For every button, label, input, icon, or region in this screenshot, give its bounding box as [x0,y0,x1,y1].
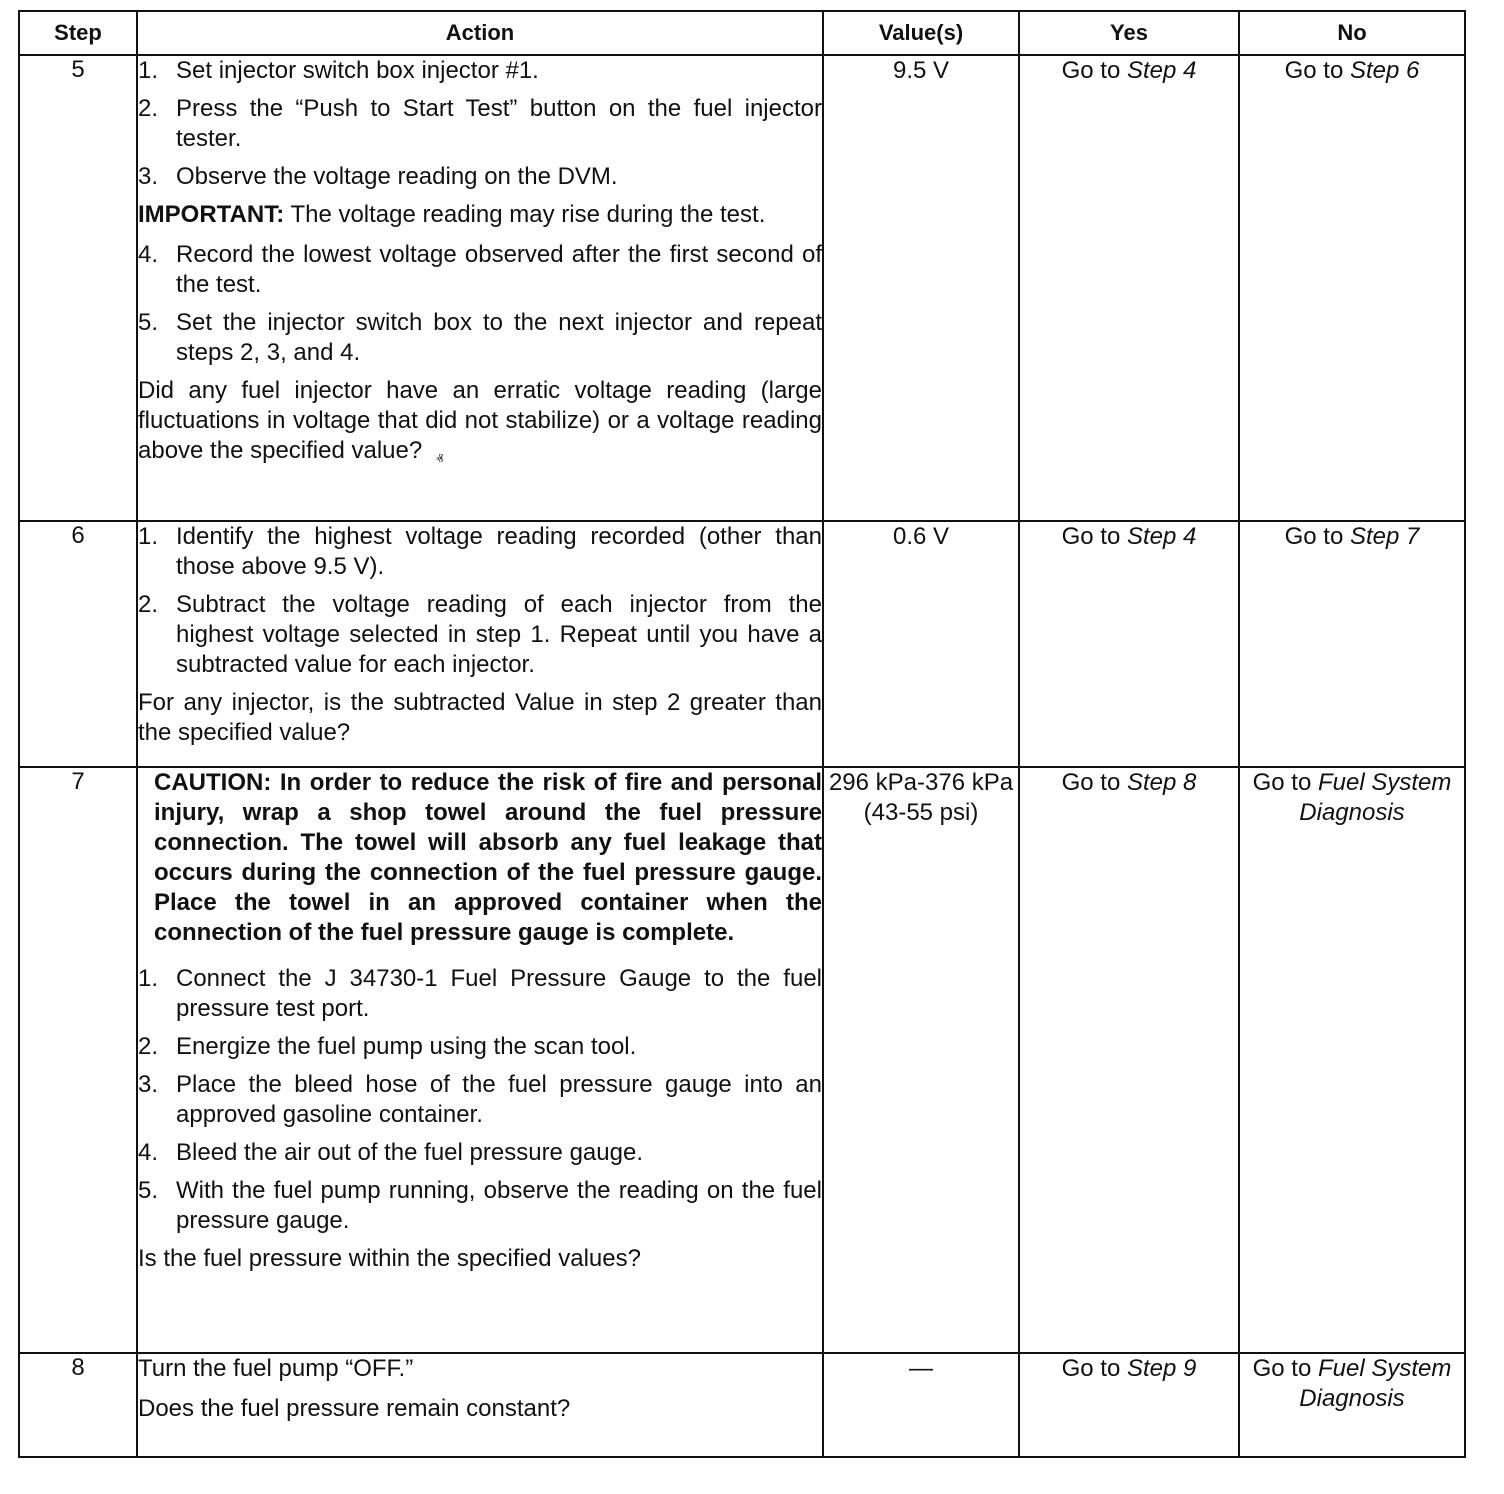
step-number: 8 [19,1353,137,1457]
no-cell: Go to Step 6 [1239,55,1465,521]
header-yes: Yes [1019,11,1239,55]
yes-cell: Go to Step 4 [1019,55,1239,521]
list-item: 2. Energize the fuel pump using the scan tool. [138,1033,637,1060]
header-step: Step [19,11,137,55]
table-row-step-6 [19,521,1465,767]
step-number: 5 [19,55,137,521]
question-text: Did any fuel injector have an erratic voltage reading (large fluctuations in voltage that did not stabilize) or a voltage reading above the specified value? $_ⱏ$ [138,377,822,467]
header-action: Action [137,11,823,55]
list-item: 2. Press the “Push to Start Test” button on the fuel injector tester. [138,95,822,152]
table-row-step-8 [19,1353,1465,1457]
caution-note: CAUTION: In order to reduce the risk of fire and personal injury, wrap a shop towel around the fuel pressure connection. The towel will absorb any fuel leakage that occurs during the connection of the fuel pressure gauge. Place the towel in an approved container when the connection of the fuel pressure gauge is complete. [154,769,822,946]
list-item: 3. Observe the voltage reading on the DVM. [138,163,618,190]
value-cell: 9.5 V [823,55,1019,521]
important-note: IMPORTANT: The voltage reading may rise during the test. [138,201,766,228]
list-item: 4. Bleed the air out of the fuel pressure gauge. [138,1139,643,1166]
question-text: Does the fuel pressure remain constant? [138,1395,571,1422]
list-item: 4. Record the lowest voltage observed after the first second of the test. [138,241,822,298]
value-cell: 296 kPa-376 kPa (43-55 psi) [823,767,1019,1353]
list-item: 2. Subtract the voltage reading of each injector from the highest voltage selected in step 1. Repeat until you have a subtracted value for each injector. [138,591,822,678]
no-cell: Go to Fuel System Diagnosis [1239,767,1465,1353]
action-cell [137,521,823,767]
list-item: 5. With the fuel pump running, observe the reading on the fuel pressure gauge. [138,1177,822,1234]
diagnostic-table [18,10,1466,1458]
action-cell [137,767,823,1353]
value-cell: 0.6 V [823,521,1019,767]
list-item: 3. Place the bleed hose of the fuel pressure gauge into an approved gasoline container. [138,1071,822,1128]
header-no: No [1239,11,1465,55]
header-values: Value(s) [823,11,1019,55]
table-row-step-7 [19,767,1465,1353]
step-number: 6 [19,521,137,767]
list-item: 1. Connect the J 34730-1 Fuel Pressure Gauge to the fuel pressure test port. [138,965,822,1022]
action-text: Turn the fuel pump “OFF.” [138,1355,414,1382]
check-mark-icon: ⱏ [436,451,444,467]
list-item: 1. Identify the highest voltage reading recorded (other than those above 9.5 V). [138,523,822,580]
question-text: Is the fuel pressure within the specified values? [138,1245,641,1272]
question-text: For any injector, is the subtracted Value in step 2 greater than the specified value? [138,689,822,746]
table-row-step-5 [19,55,1465,521]
yes-cell: Go to Step 8 [1019,767,1239,1353]
header-row [19,11,1465,55]
no-cell: Go to Fuel System Diagnosis [1239,1353,1465,1457]
action-cell [137,55,823,521]
yes-cell: Go to Step 4 [1019,521,1239,767]
list-item: 5. Set the injector switch box to the next injector and repeat steps 2, 3, and 4. [138,309,822,366]
no-cell: Go to Step 7 [1239,521,1465,767]
list-item: 1. Set injector switch box injector #1. [138,57,539,84]
value-cell: — [823,1353,1019,1457]
yes-cell: Go to Step 9 [1019,1353,1239,1457]
step-number: 7 [19,767,137,1353]
action-cell [137,1353,823,1457]
